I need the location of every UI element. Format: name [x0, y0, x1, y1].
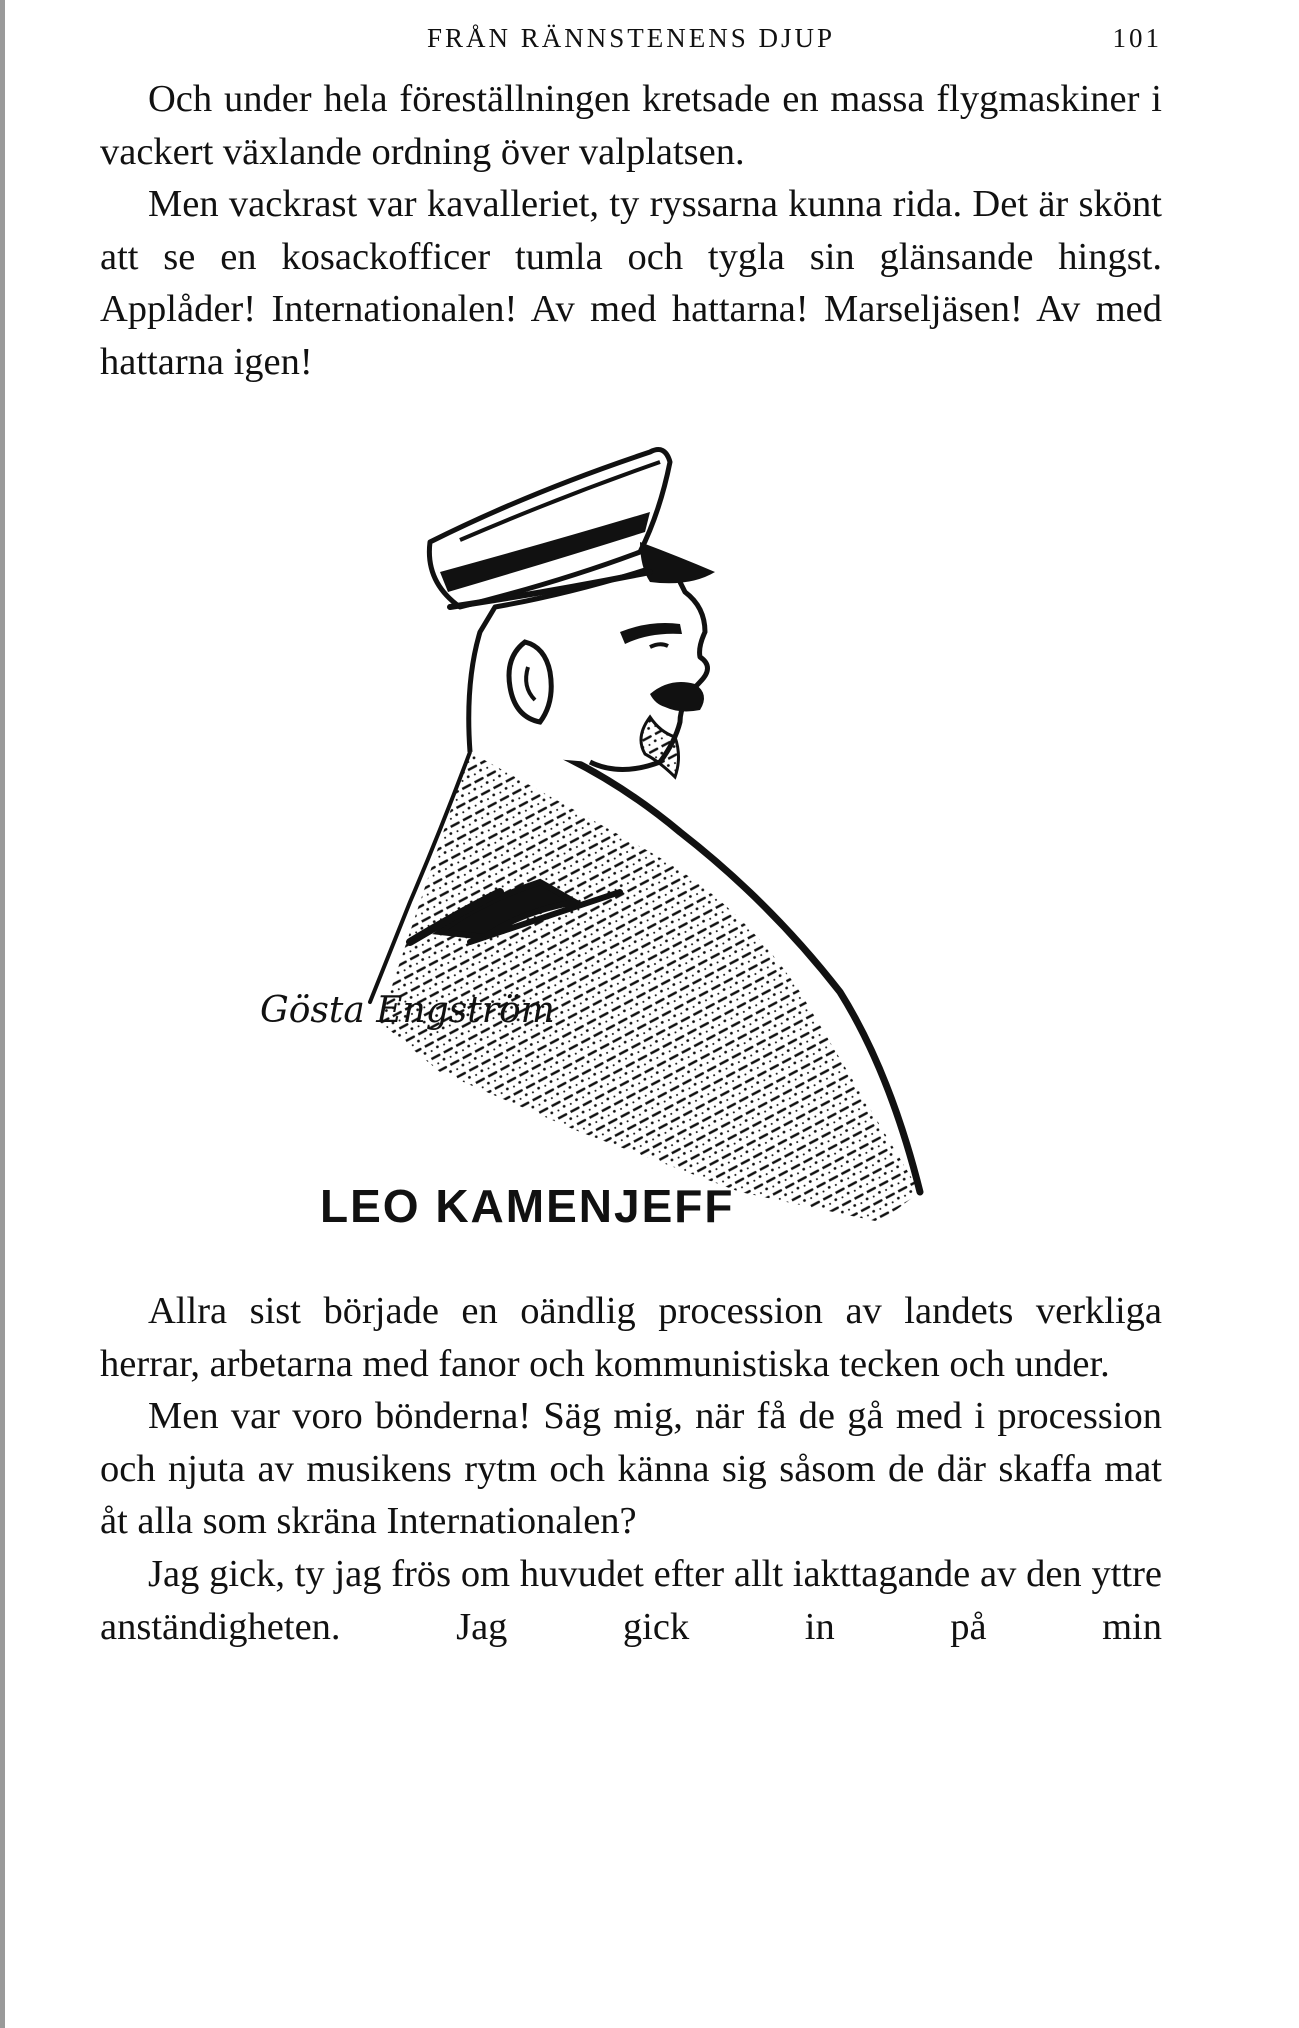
paragraph-bonderna: Men var voro bönderna! Säg mig, när få de gå med i procession och njuta av musikens rytm och känna sig såsom de där skaffa mat åt alla som skräna Internationalen? — [100, 1395, 1162, 1543]
caricature-illustration — [260, 432, 940, 1252]
running-head-title: FRÅN RÄNNSTENENS DJUP — [426, 23, 836, 53]
text-block-top — [100, 73, 1162, 389]
running-head — [100, 18, 1162, 58]
paragraph-flygmaskiner: Och under hela föreställningen kretsade en massa flygmaskiner i vackert växlande ordning över valplatsen. — [100, 78, 1162, 173]
paragraph-kavalleriet: Men vackrast var kavalleriet, ty ryssarna kunna rida. Det är skönt att se en kosackofficer tumla och tygla sin glänsande hingst. Applåder! Internationalen! Av med hattarna! Marseljäsen! Av med hattarna igen! — [100, 183, 1162, 383]
artist-signature: Gösta Engström — [260, 990, 555, 1031]
cap-visor — [640, 542, 715, 583]
paragraph-procession: Allra sist började en oändlig procession av landets verkliga herrar, arbetarna med fanor och kommunistiska tecken och under. — [100, 1290, 1162, 1385]
page-edge-line — [0, 0, 5, 2028]
paragraph-jag-gick: Jag gick, ty jag frös om huvudet efter allt iakttagande av den yttre anständigheten. Jag gick in på min — [100, 1552, 1162, 1648]
caricature-drawing — [260, 432, 940, 1252]
text-block-bottom — [100, 1285, 1162, 1653]
caricature-caption: LEO KAMENJEFF — [320, 1180, 735, 1232]
page-number: 101 — [1112, 23, 1162, 53]
